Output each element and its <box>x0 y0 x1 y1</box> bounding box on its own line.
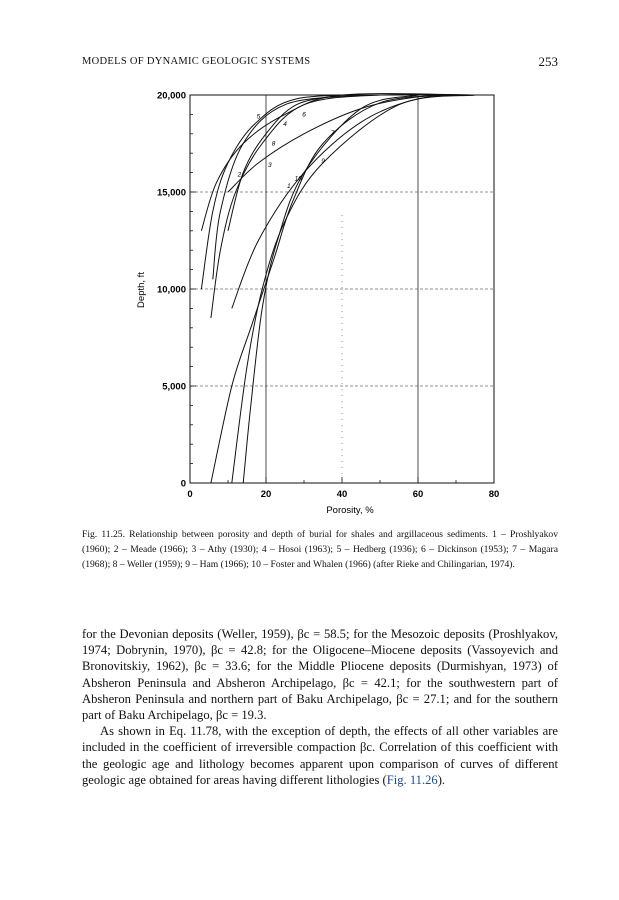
curve-label-2: 2 <box>237 171 242 179</box>
paragraph-2-end: ). <box>437 772 446 787</box>
x-tick-label: 60 <box>412 489 424 500</box>
running-title: MODELS OF DYNAMIC GEOLOGIC SYSTEMS <box>82 56 311 67</box>
curve-label-3: 3 <box>267 161 272 169</box>
y-tick-label: 10,000 <box>156 284 186 296</box>
curve-6 <box>201 94 475 231</box>
body-text <box>82 626 558 788</box>
x-axis-label: Porosity, % <box>326 505 374 516</box>
x-tick-label: 40 <box>336 489 348 500</box>
curve-label-4: 4 <box>283 121 287 129</box>
paragraph-2 <box>82 723 558 788</box>
paragraph-2-text: As shown in Eq. 11.78, with the exception of depth, the effects of all other variables are included in the coefficient of irreversible compaction βc. Correlation of this coefficient with the geologic age and lithology becomes apparent upon comparison of curves of different geologic age obtained for areas having different lithologies ( <box>82 724 558 787</box>
curve-label-7: 7 <box>330 129 335 137</box>
curve-4 <box>232 95 475 483</box>
curve-label-6: 6 <box>302 111 306 119</box>
y-axis-label: Depth, ft <box>136 272 147 308</box>
paragraph-1: for the Devonian deposits (Weller, 1959), βc = 58.5; for the Mesozoic deposits (Proshlyakov, 1974; Dobrynin, 1970), βc = 42.8; for the Oligocene–Miocene deposits (Vassoyevich and Bronovitskiy, 1962), βc = 33.6; for the Middle Pliocene deposits (Durmishyan, 1973) of Absheron Peninsula and Absheron Archipelago, βc = 42.1; for the southwestern part of Absheron Peninsula and northern part of Baku Archipelago, βc = 27.1; and for the southern part of Baku Archipelago, βc = 19.3. <box>82 627 558 723</box>
y-tick-label: 15,000 <box>156 187 186 199</box>
y-tick-label: 20,000 <box>156 90 186 102</box>
y-tick-label: 0 <box>180 478 186 490</box>
curve-label-10: 10 <box>294 175 302 183</box>
figure-caption: Fig. 11.25. Relationship between porosity and depth of burial for shales and argillaceous sediments. 1 – Proshlyakov (1960); 2 – Meade (1966); 3 – Athy (1930); 4 – Hosoi (1963); 5 – Hedberg (1936); 6 – Dickinson (1953); 7 – Magara (1968); 8 – Weller (1959); 9 – Ham (1966); 10 – Foster and Whalen (1966) (after Rieke and Chilingarian, 1974). <box>82 529 558 570</box>
curve-8 <box>228 95 342 231</box>
x-tick-label: 0 <box>187 489 193 500</box>
curve-label-5: 5 <box>256 113 261 121</box>
running-head <box>82 56 558 72</box>
x-tick-label: 20 <box>260 489 272 500</box>
curve-7 <box>228 95 475 192</box>
page-number: 253 <box>538 54 558 69</box>
curve-label-9: 9 <box>321 157 325 165</box>
axis-ticks <box>157 91 499 501</box>
x-tick-label: 80 <box>488 489 500 500</box>
series-group <box>201 94 475 483</box>
porosity-depth-chart <box>130 80 510 520</box>
curve-label-8: 8 <box>271 140 276 148</box>
curve-label-1: 1 <box>286 183 291 191</box>
grid-lines <box>190 95 494 483</box>
y-tick-label: 5,000 <box>162 381 186 393</box>
figure-link[interactable]: Fig. 11.26 <box>386 772 438 787</box>
